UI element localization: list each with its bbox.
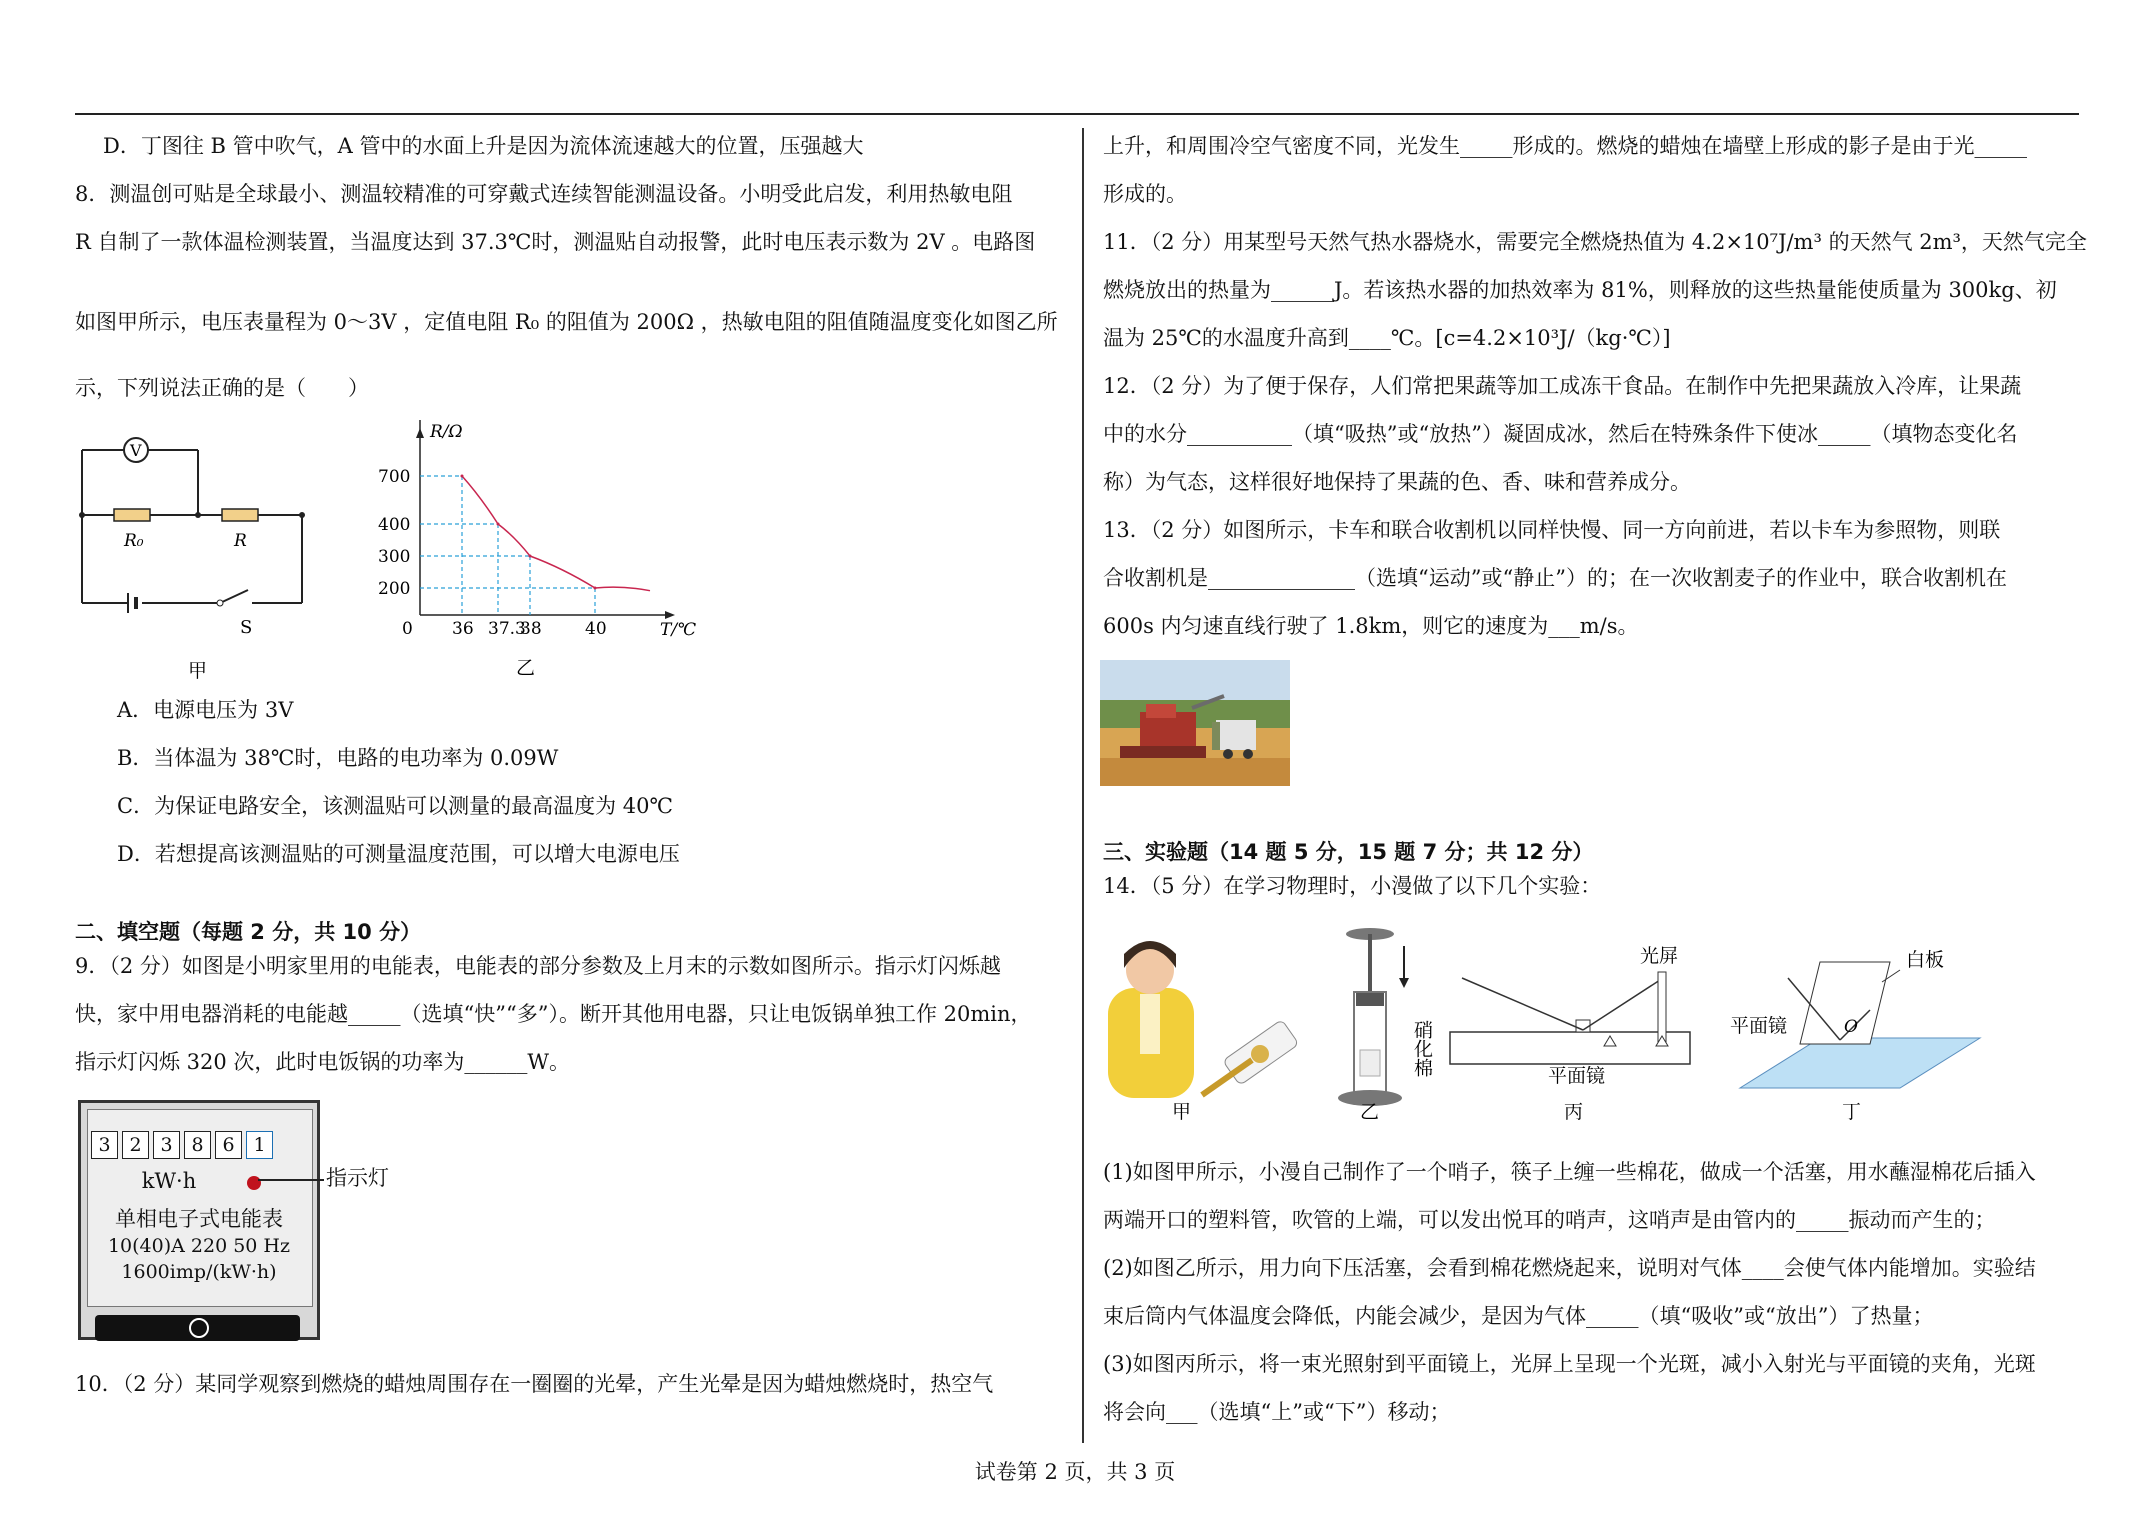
fig-ding-board: [1730, 949, 1980, 1088]
fig-label-jia: 甲: [1172, 1101, 1192, 1123]
q12-line-2: 中的水分__________（填“吸热”或“放热”）凝固成冰，然后在特殊条件下使冰_____（填物态变化名: [1103, 422, 2018, 446]
board-label: 白板: [1906, 949, 1945, 971]
q10-line-2: 上升，和周围冷空气密度不同，光发生_____形成的。燃烧的蜡烛在墙壁上形成的影子是由于光_____: [1103, 134, 2027, 158]
q8-line-3: 如图甲所示，电压表量程为 0～3V ，定值电阻 R₀ 的阻值为 200Ω ，热敏电阻的阻值随温度变化如图乙所: [75, 310, 1058, 334]
meter-spec-1: 10(40)A 220 50 Hz: [107, 1235, 291, 1257]
meter-unit: kW·h: [141, 1169, 197, 1193]
q11-line-2: 燃烧放出的热量为______J。若该热水器的加热效率为 81%，则释放的这些热量能使质量为 300kg、初: [1103, 278, 2057, 302]
switch-label: S: [240, 617, 253, 638]
q12-line-3: 称）为气态，这样很好地保持了果蔬的色、香、味和营养成分。: [1103, 470, 1691, 494]
meter-name: 单相电子式电能表: [115, 1207, 283, 1231]
mirror-label: 平面镜: [1548, 1065, 1606, 1087]
fig-yi-label: 乙: [516, 657, 536, 679]
fig-yi-cylinder: [1338, 928, 1433, 1106]
mirror2-label: 平面镜: [1730, 1015, 1788, 1037]
origin-label: 0: [402, 619, 413, 639]
q8-line-2: R 自制了一款体温检测装置，当温度达到 37.3℃时，测温贴自动报警，此时电压表示数为 2V 。电路图: [75, 230, 1036, 254]
indicator-pointer: [258, 1179, 324, 1181]
r-label: R: [234, 531, 247, 551]
fig-label-ding: 丁: [1842, 1101, 1862, 1123]
section-3-heading: 三、实验题（14 题 5 分，15 题 7 分；共 12 分）: [1103, 840, 1594, 864]
q9-line-1: 9．（2 分）如图是小明家里用的电能表，电能表的部分参数及上月末的示数如图所示。指示灯闪烁越: [75, 954, 1001, 978]
section-2-heading: 二、填空题（每题 2 分，共 10 分）: [75, 920, 422, 944]
q9-line-2: 快，家中用电器消耗的电能越_____（选填“快”“多”）。断开其他用电器，只让电饭锅单独工作 20min，: [75, 1002, 1032, 1026]
q8-option-d: D．若想提高该测温贴的可测量温度范围，可以增大电源电压: [117, 842, 680, 866]
q8-line-1: 8．测温创可贴是全球最小、测温较精准的可穿戴式连续智能测温设备。小明受此启发，利用热敏电阻: [75, 182, 1013, 206]
q13-line-3: 600s 内匀速直线行驶了 1.8km，则它的速度为___m/s。: [1103, 614, 1639, 638]
q8-option-a: A．电源电压为 3V: [117, 698, 294, 722]
resistance-temperature-chart: [370, 420, 710, 685]
fig-label-yi: 乙: [1360, 1101, 1380, 1123]
q10-line-1: 10．（2 分）某同学观察到燃烧的蜡烛周围存在一圈圈的光晕，产生光晕是因为蜡烛燃烧时，热空气: [75, 1372, 994, 1396]
q14-part3-line-2: 将会向___（选填“上”或“下”）移动；: [1103, 1400, 1451, 1424]
harvester-photo: [1100, 660, 1290, 786]
y-tick-label: 700: [378, 467, 411, 487]
meter-digit: 8: [184, 1131, 211, 1159]
fig-bing-reflection: [1450, 945, 1690, 1087]
q13-line-1: 13．（2 分）如图所示，卡车和联合收割机以同样快慢、同一方向前进，若以卡车为参照物，则联: [1103, 518, 2001, 542]
meter-digit: 6: [215, 1131, 242, 1159]
meter-digit: 3: [91, 1131, 118, 1159]
meter-base: [95, 1315, 300, 1341]
q14-part2-line-1: (2)如图乙所示，用力向下压活塞，会看到棉花燃烧起来，说明对气体____会使气体内能增加。实验结: [1103, 1256, 2036, 1280]
q11-line-3: 温为 25℃的水温度升高到____℃。[c=4.2×10³J/（kg·℃）]: [1103, 326, 1671, 350]
q7-option-d: D．丁图往 B 管中吹气，A 管中的水面上升是因为流体流速越大的位置，压强越大: [103, 134, 864, 158]
q14-intro: 14．（5 分）在学习物理时，小漫做了以下几个实验：: [1103, 874, 1602, 898]
y-tick-label: 200: [378, 579, 411, 599]
seal-icon: [189, 1318, 209, 1338]
meter-digit: 1: [246, 1131, 273, 1159]
q14-part1-line-2: 两端开口的塑料管，吹管的上端，可以发出悦耳的哨声，这哨声是由管内的_____振动而产生的；: [1103, 1208, 1996, 1232]
indicator-label: 指示灯: [326, 1166, 389, 1190]
x-tick-label: 38: [520, 619, 542, 639]
q12-line-1: 12．（2 分）为了便于保存，人们常把果蔬等加工成冻干食品。在制作中先把果蔬放入冷库，让果蔬: [1103, 374, 2022, 398]
x-tick-label: 37.3: [488, 619, 526, 639]
data-point: [594, 587, 597, 590]
experiment-figures: [1100, 920, 2000, 1125]
q11-line-1: 11．（2 分）用某型号天然气热水器烧水，需要完全燃烧热值为 4.2×10⁷J/m³ 的天然气 2m³，天然气完全: [1103, 230, 2087, 254]
data-point: [461, 475, 464, 478]
cotton-label: 硝化棉: [1411, 1020, 1433, 1077]
q14-part3-line-1: (3)如图丙所示，将一束光照射到平面镜上，光屏上呈现一个光斑，减小入射光与平面镜的夹角，光斑: [1103, 1352, 2036, 1376]
screen-label: 光屏: [1640, 945, 1679, 967]
top-rule: [75, 113, 2079, 115]
x-axis-label: T/℃: [660, 620, 697, 640]
x-tick-label: 40: [585, 619, 607, 639]
voltmeter-label: V: [130, 441, 142, 460]
q9-line-3: 指示灯闪烁 320 次，此时电饭锅的功率为______W。: [75, 1050, 571, 1074]
y-tick-label: 400: [378, 515, 411, 535]
q14-part1-line-1: (1)如图甲所示，小漫自己制作了一个哨子，筷子上缠一些棉花，做成一个活塞，用水蘸湿棉花后插入: [1103, 1160, 2036, 1184]
q8-option-b: B．当体温为 38℃时，电路的电功率为 0.09W: [117, 746, 559, 770]
q8-option-c: C．为保证电路安全，该测温贴可以测量的最高温度为 40℃: [117, 794, 673, 818]
page-footer: 试卷第 2 页，共 3 页: [974, 1460, 1176, 1484]
r0-label: R₀: [124, 531, 144, 551]
fig-jia-label: 甲: [188, 660, 208, 682]
circuit-diagram: [70, 425, 320, 685]
y-axis-label: R/Ω: [430, 422, 463, 442]
column-divider: [1082, 128, 1084, 1443]
meter-digits: [91, 1131, 273, 1159]
q8-line-4: 示，下列说法正确的是（ ）: [75, 376, 369, 400]
y-tick-label: 300: [378, 547, 411, 567]
fig-jia-whistle: [1108, 941, 1299, 1098]
data-point: [529, 555, 532, 558]
fig-label-bing: 丙: [1564, 1101, 1584, 1123]
q13-line-2: 合收割机是______________（选填“运动”或“静止”）的；在一次收割麦子的作业中，联合收割机在: [1103, 566, 2007, 590]
q10-line-3: 形成的。: [1103, 182, 1187, 206]
meter-digit: 3: [153, 1131, 180, 1159]
point-o-label: O: [1844, 1017, 1858, 1037]
meter-digit: 2: [122, 1131, 149, 1159]
data-point: [497, 523, 500, 526]
q14-part2-line-2: 束后筒内气体温度会降低，内能会减少，是因为气体_____（填“吸收”或“放出”）了热量；: [1103, 1304, 1934, 1328]
x-tick-label: 36: [452, 619, 474, 639]
meter-spec-2: 1600imp/(kW·h): [121, 1261, 277, 1283]
resistance-curve: [462, 476, 650, 591]
electric-meter: [78, 1100, 320, 1340]
